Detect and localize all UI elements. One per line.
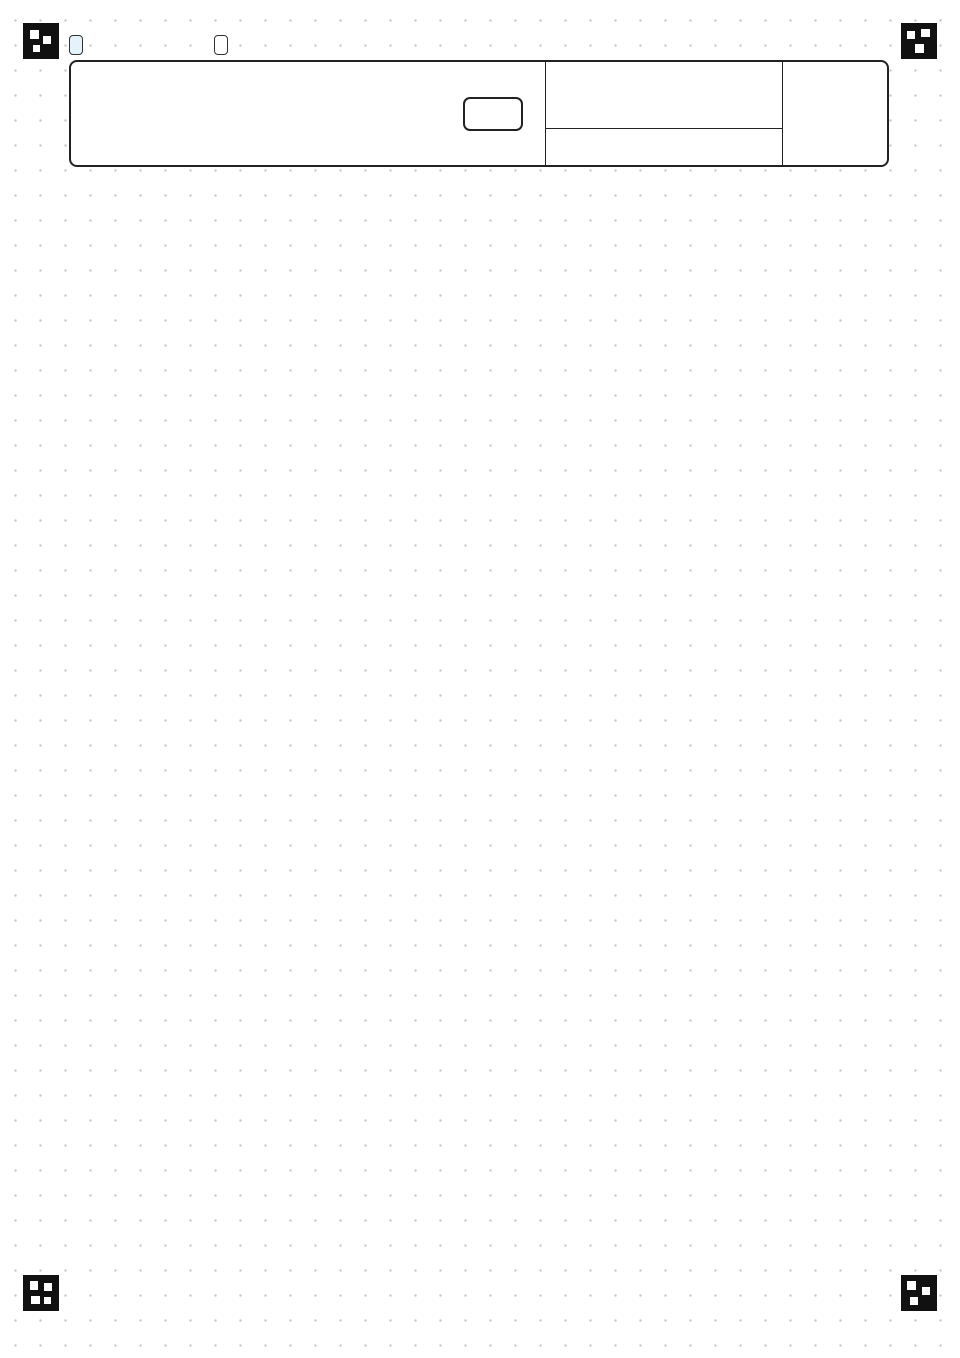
qr-code[interactable] [782,62,889,165]
corner-marker-bottom-right [901,1275,937,1311]
qr-code-icon [794,72,878,156]
corner-marker-top-left [23,23,59,59]
type-tag [214,35,228,55]
corner-marker-top-right [901,23,937,59]
name-field[interactable] [545,62,783,165]
category-tag [69,35,83,55]
worksheet-header [69,60,889,167]
level-code-badge [463,97,523,131]
corner-marker-bottom-left [23,1275,59,1311]
name-divider [546,128,783,129]
